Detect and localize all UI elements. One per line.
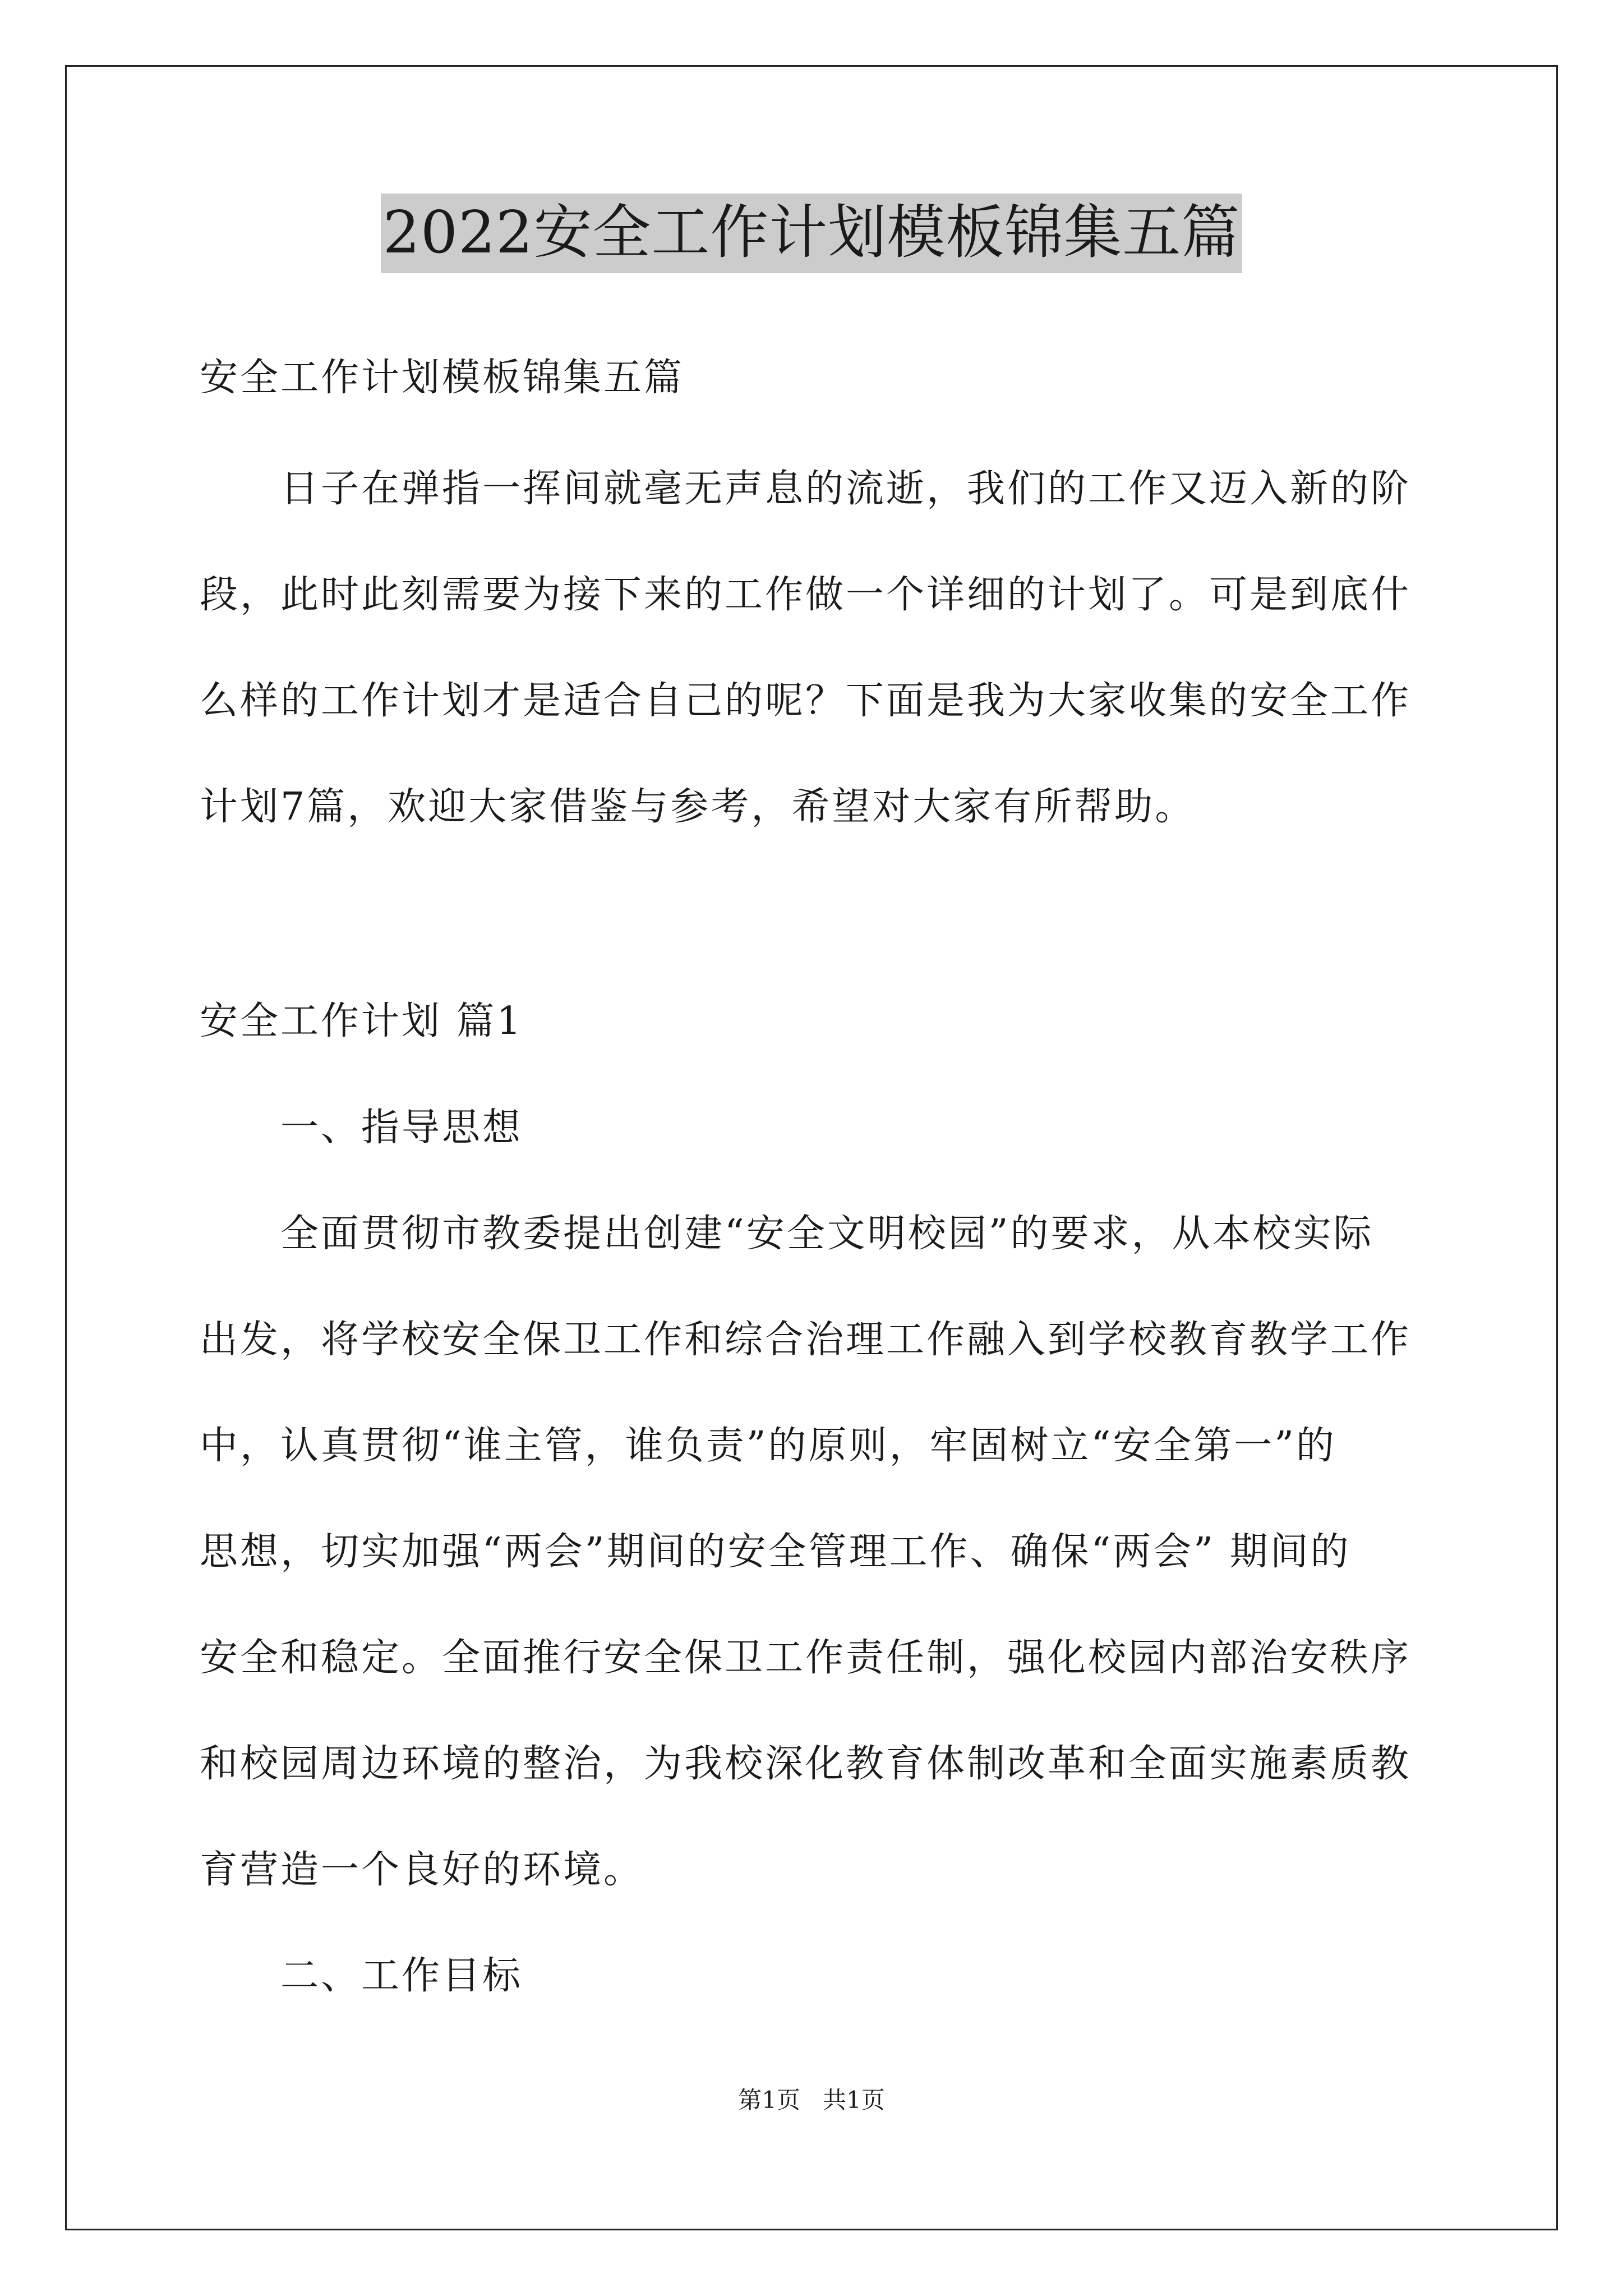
guiding-line: 中，认真贯彻“谁主管，谁负责”的原则，牢固树立“安全第一”的 [200,1424,1337,1468]
guiding-line: 安全和稳定。全面推行安全保卫工作责任制，强化校园内部治安秩序 [200,1636,1412,1680]
guiding-line: 出发，将学校安全保卫工作和综合治理工作融入到学校教育教学工作 [200,1318,1412,1362]
document-title-text: 2022安全工作计划模板锦集五篇 [381,194,1243,273]
guiding-line: 全面贯彻市教委提出创建“安全文明校园”的要求，从本校实际 [280,1212,1374,1256]
guiding-line: 和校园周边环境的整治，为我校深化教育体制改革和全面实施素质教 [200,1742,1412,1786]
page-footer: 第1页 共1页 [738,2086,885,2114]
subsection-heading: 二、工作目标 [280,1954,523,1998]
intro-line: 日子在弹指一挥间就毫无声息的流逝，我们的工作又迈入新的阶 [280,467,1412,511]
intro-line: 么样的工作计划才是适合自己的呢？下面是我为大家收集的安全工作 [200,679,1412,723]
document-subtitle: 安全工作计划模板锦集五篇 [200,356,685,400]
intro-line: 计划7篇，欢迎大家借鉴与参考，希望对大家有所帮助。 [200,785,1196,829]
guiding-line: 育营造一个良好的环境。 [200,1848,644,1892]
guiding-line: 思想，切实加强“两会”期间的安全管理工作、确保“两会” 期间的 [200,1530,1351,1574]
intro-line: 段，此时此刻需要为接下来的工作做一个详细的计划了。可是到底什 [200,573,1412,617]
document-title [0,198,1623,266]
section-heading: 安全工作计划 篇1 [200,999,523,1043]
subsection-heading: 一、指导思想 [280,1106,523,1150]
